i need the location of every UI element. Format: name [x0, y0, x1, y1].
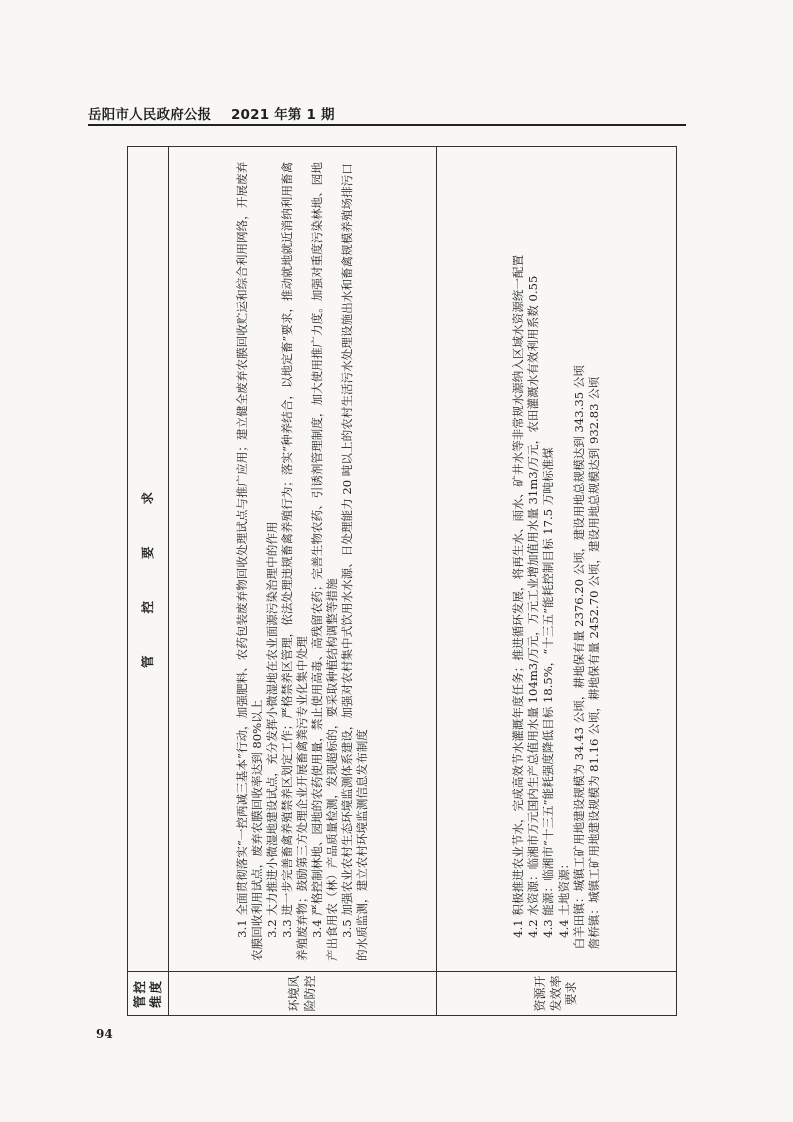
table-row	[437, 147, 677, 1016]
header-requirements: 管控要求	[128, 147, 169, 972]
header-rule	[88, 124, 686, 126]
header-dimension: 管控维度	[128, 972, 169, 1016]
dimension-cell: 资源开发效率要求	[437, 972, 677, 1016]
requirement-item: 3.3 进一步完善畜禽养殖禁养区划定工作；严格禁养区管理，依法处理违规畜禽养殖行为；落实“种养结合，以地定畜”要求，推动就地就近消纳利用畜禽养殖废弃物；鼓励第三方处理企业开展畜禽粪污专业化集中处理	[279, 161, 309, 961]
requirement-item: 3.5 加强农业农村生态环境监测体系建设，加强对农村集中式饮用水水源、日处理能力 20 吨以上的农村生活污水处理设施出水和畜禽规模养殖场排污口的水质监测，建立农村环境监测信息发布制度	[340, 163, 370, 961]
requirement-item: 4.4 土地资源：	[556, 857, 571, 938]
requirement-subitem: 白羊田镇：城镇工矿用地建设规模为 34.43 公顷，耕地保有量 2376.20 公顷，建设用地总规模达到 343.35 公顷	[571, 365, 586, 950]
requirement-item: 3.1 全面贯彻落实“一控两减三基本”行动，加强肥料、农药包装废弃物回收处理试点与推广应用；建立健全废弃农膜回收贮运和综合利用网络，开展废弃农膜回收利用试点，废弃农膜回收率达到 80%以上	[234, 161, 264, 961]
requirement-item: 4.2 水资源：临湘市万元国内生产总值用水量 104m3/万元，万元工业增加值用水量 31m3/万元，农田灌溉水有效利用系数 0.55	[526, 275, 541, 938]
table-header-row	[128, 147, 169, 1016]
requirement-item: 4.3 能源：临湘市“十三五”能耗强度降低目标 18.5%，“十三五”能耗控制目标 17.5 万吨标准煤	[541, 447, 556, 938]
control-requirements-table	[127, 146, 677, 1016]
journal-issue: 2021 年第 1 期	[230, 107, 335, 123]
journal-header	[88, 103, 335, 123]
rotated-table-container	[127, 146, 673, 1016]
requirement-item: 3.2 大力推进小微湿地建设试点，充分发挥小微湿地在农业面源污染治理中的作用	[264, 521, 279, 938]
requirement-item: 3.4 严格控制林地、园地的农药使用量，禁止使用高毒、高残留农药；完善生物农药、引诱剂管理制度，加大使用推广力度。加强对重度污染林地、园地产出食用农（林）产品质量检测，发现超标的，要采取种植结构调整等措施	[310, 162, 340, 961]
dimension-cell: 环境风险防控	[169, 972, 437, 1016]
requirement-subitem: 詹桥镇：城镇工矿用地建设规模为 81.16 公顷，耕地保有量 2452.70 公顷，建设用地总规模达到 932.83 公顷	[586, 376, 601, 950]
requirements-cell	[437, 147, 677, 972]
requirements-cell	[169, 147, 437, 972]
requirement-item: 4.1 积极推进农业节水，完成高效节水灌溉年度任务；推进循环发展，将再生水、雨水、矿井水等非常规水源纳入区域水资源统一配置	[511, 254, 526, 938]
table-row	[169, 147, 437, 1016]
journal-title: 岳阳市人民政府公报	[88, 107, 212, 123]
page-number: 94	[96, 1027, 113, 1041]
